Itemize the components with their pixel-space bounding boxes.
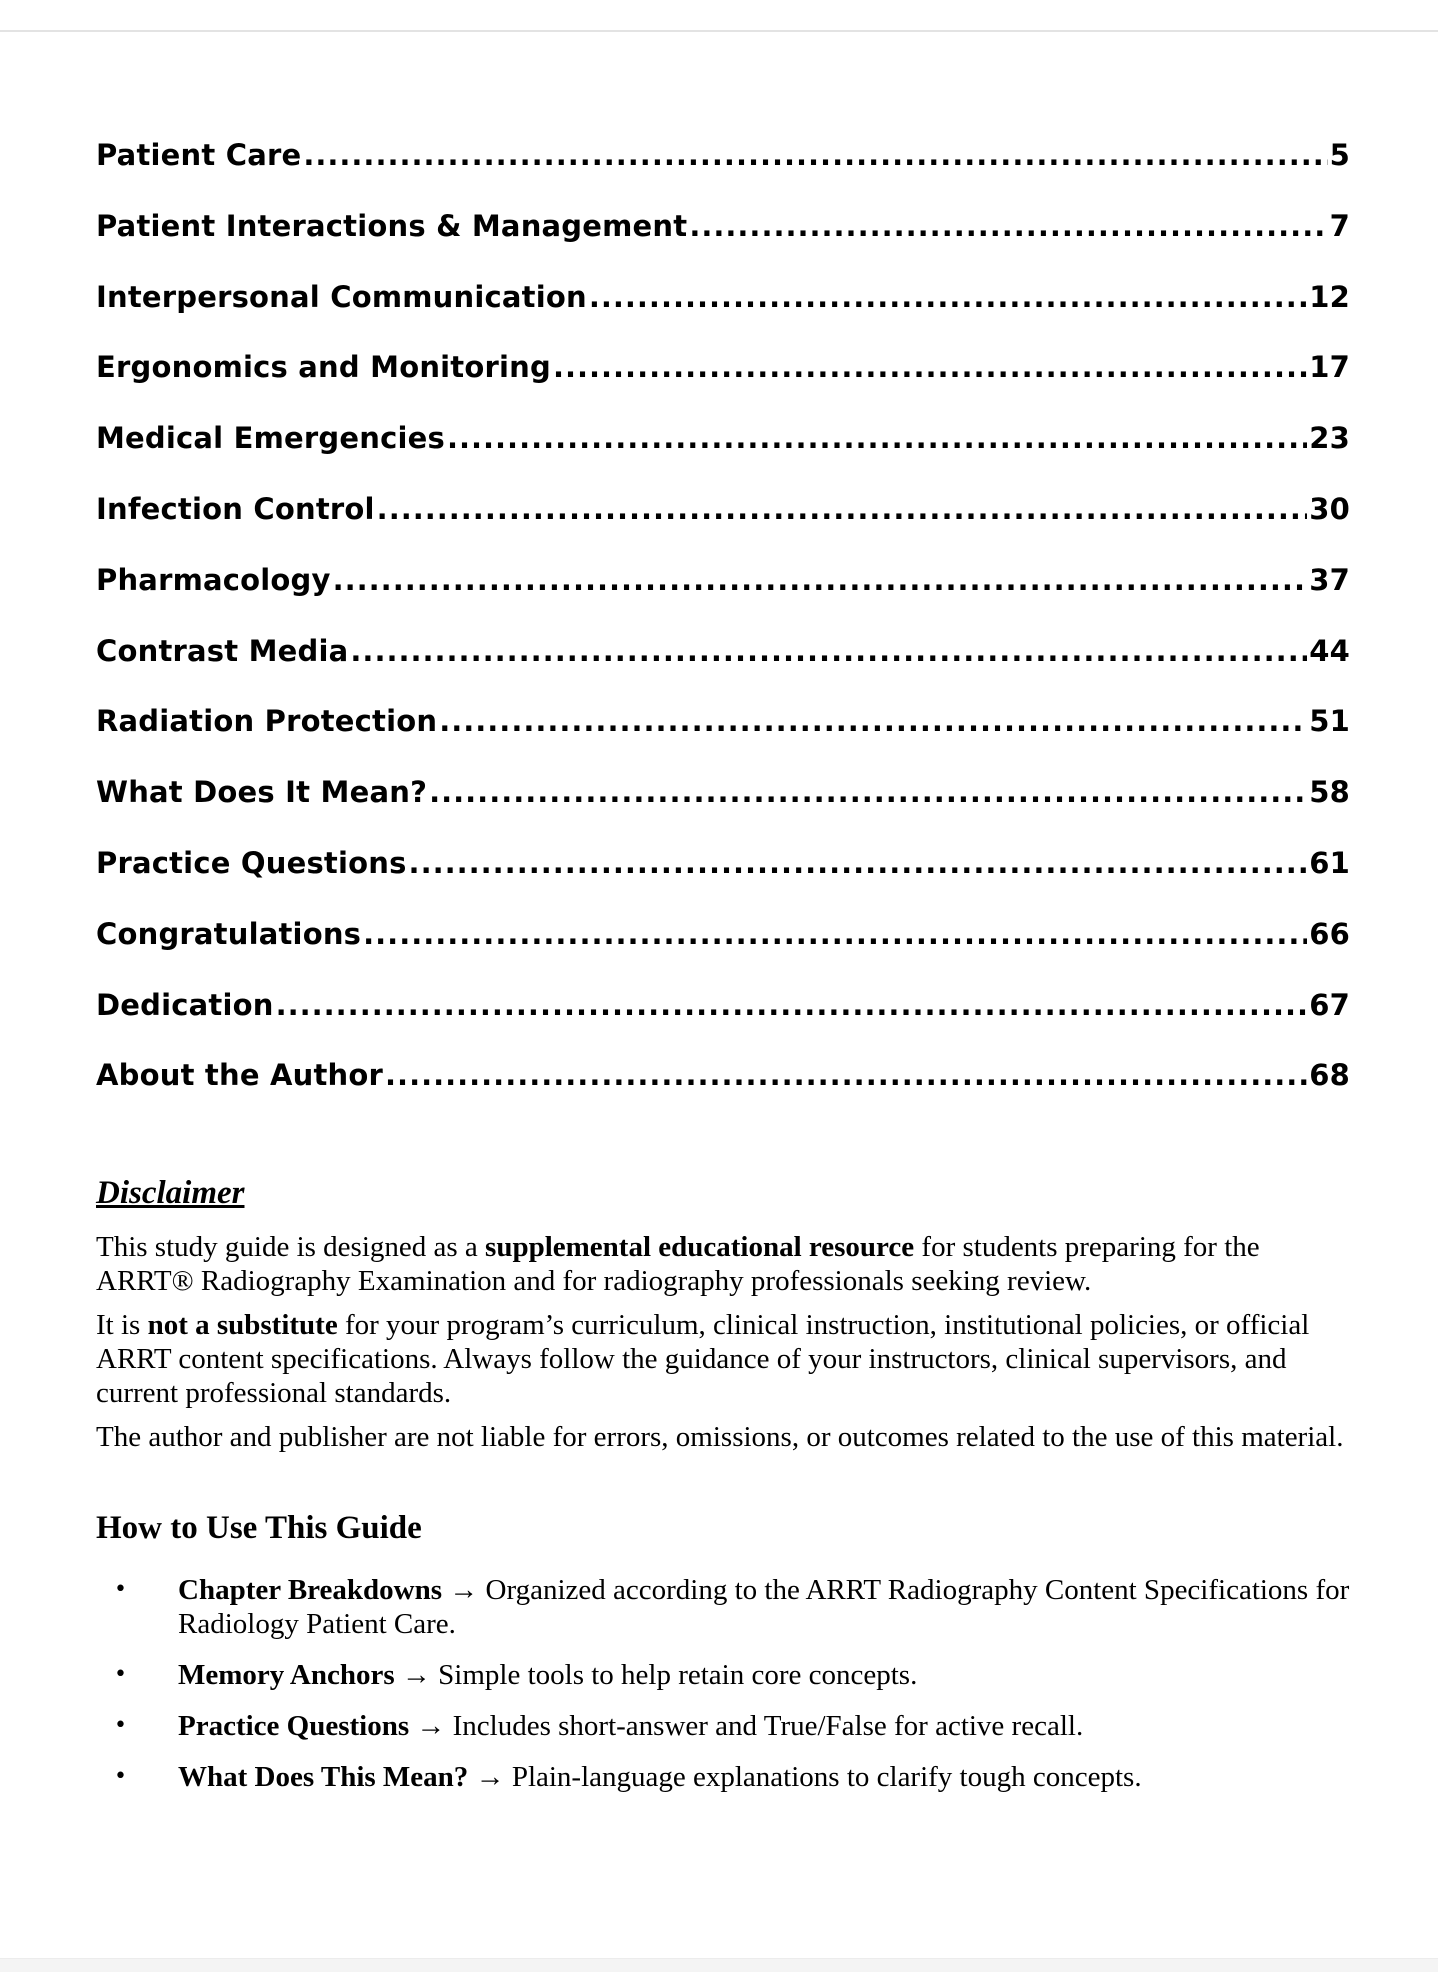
toc-entry-title: Medical Emergencies <box>96 421 445 456</box>
toc-leader-dots <box>589 280 1307 314</box>
how-to-use-list <box>96 1573 1350 1794</box>
toc-entry[interactable] <box>96 563 1350 634</box>
list-item-title: Memory Anchors <box>178 1659 395 1692</box>
toc-leader-dots <box>363 917 1307 951</box>
list-item <box>96 1658 1350 1692</box>
toc-entry-page: 44 <box>1309 633 1350 668</box>
toc-leader-dots <box>429 775 1307 809</box>
document-page <box>96 138 1350 1811</box>
list-item-text: → Simple tools to help retain core concepts. <box>394 1659 918 1692</box>
toc-leader-dots <box>350 634 1307 668</box>
toc-entry-page: 58 <box>1309 775 1350 810</box>
toc-entry-page: 17 <box>1309 350 1350 385</box>
toc-entry-page: 68 <box>1309 1058 1350 1093</box>
list-item-title: Practice Questions <box>178 1710 410 1743</box>
toc-entry[interactable] <box>96 209 1350 280</box>
disclaimer-paragraph: The author and publisher are not liable for errors, omissions, or outcomes related to the use of this material. <box>96 1421 1344 1454</box>
toc-entry-page: 51 <box>1309 704 1350 739</box>
toc-entry-page: 61 <box>1309 845 1350 880</box>
toc-entry-page: 23 <box>1309 421 1350 456</box>
toc-entry[interactable] <box>96 492 1350 563</box>
list-item-text: → Includes short-answer and True/False for active recall. <box>409 1710 1084 1743</box>
toc-entry-page: 12 <box>1309 279 1350 314</box>
emphasis-text: not a substitute <box>147 1309 338 1342</box>
list-item <box>96 1709 1350 1743</box>
toc-entry-page: 67 <box>1309 987 1350 1022</box>
text-run: It is <box>96 1309 148 1342</box>
toc-leader-dots <box>553 350 1307 384</box>
toc-entry-title: Contrast Media <box>96 633 349 668</box>
toc-entry[interactable] <box>96 917 1350 988</box>
toc-entry-title: Pharmacology <box>96 562 331 597</box>
toc-entry[interactable] <box>96 846 1350 917</box>
toc-entry-page: 30 <box>1309 491 1350 526</box>
toc-entry-title: About the Author <box>96 1058 384 1093</box>
toc-leader-dots <box>439 704 1307 738</box>
toc-leader-dots <box>447 421 1307 455</box>
disclaimer-paragraph <box>96 1308 1350 1410</box>
bullet-icon: • <box>114 1662 127 1688</box>
how-to-use-section <box>96 1510 1350 1794</box>
toc-leader-dots <box>689 209 1327 243</box>
toc-entry-page: 66 <box>1309 916 1350 951</box>
toc-entry-page: 37 <box>1309 562 1350 597</box>
toc-entry-title: Patient Care <box>96 138 302 172</box>
disclaimer-heading: Disclaimer <box>96 1175 245 1212</box>
toc-entry[interactable] <box>96 775 1350 846</box>
table-of-contents <box>96 138 1350 1129</box>
toc-leader-dots <box>377 492 1308 526</box>
toc-entry-title: Congratulations <box>96 916 362 951</box>
text-run: for students preparing for the ARRT® Radiography Examination and for radiography professionals seeking review. <box>96 1231 1260 1298</box>
list-item-title: What Does This Mean? <box>178 1761 469 1794</box>
toc-entry-title: Practice Questions <box>96 845 407 880</box>
toc-entry-page: 5 <box>1329 138 1350 172</box>
toc-entry[interactable] <box>96 634 1350 705</box>
toc-leader-dots <box>276 988 1308 1022</box>
toc-entry-title: What Does It Mean? <box>96 775 428 810</box>
list-item-text: → Plain-language explanations to clarify tough concepts. <box>468 1761 1142 1794</box>
bullet-icon: • <box>114 1764 127 1790</box>
toc-entry[interactable] <box>96 138 1350 209</box>
how-to-use-heading: How to Use This Guide <box>96 1510 422 1547</box>
toc-leader-dots <box>385 1058 1307 1092</box>
bullet-icon: • <box>114 1577 127 1603</box>
toc-entry-title: Patient Interactions & Management <box>96 208 688 243</box>
toc-leader-dots <box>333 563 1308 597</box>
toc-entry[interactable] <box>96 280 1350 351</box>
toc-entry[interactable] <box>96 1058 1350 1129</box>
toc-entry[interactable] <box>96 988 1350 1059</box>
toc-entry-page: 7 <box>1329 208 1350 243</box>
disclaimer-section <box>96 1175 1350 1454</box>
text-run: This study guide is designed as a <box>96 1231 486 1264</box>
text-run: for your program’s curriculum, clinical instruction, institutional policies, or official ARRT content specifications. Always follow the guidance of your instructors, clinical supervisors, and current professional standards. <box>96 1309 1310 1410</box>
toc-entry[interactable] <box>96 704 1350 775</box>
bullet-icon: • <box>114 1713 127 1739</box>
page-bottom-edge <box>0 1958 1438 1972</box>
disclaimer-paragraph <box>96 1230 1350 1298</box>
page-top-edge <box>0 0 1438 32</box>
toc-entry-title: Interpersonal Communication <box>96 279 587 314</box>
toc-leader-dots <box>409 846 1308 880</box>
list-item-text: → Organized according to the ARRT Radiography Content Specifications for Radiology Patient Care. <box>178 1574 1350 1641</box>
list-item <box>96 1573 1350 1641</box>
toc-entry-title: Ergonomics and Monitoring <box>96 350 551 385</box>
toc-entry[interactable] <box>96 421 1350 492</box>
emphasis-text: supplemental educational resource <box>485 1231 915 1264</box>
list-item-title: Chapter Breakdowns <box>178 1574 443 1607</box>
toc-entry-title: Infection Control <box>96 491 375 526</box>
toc-entry-title: Radiation Protection <box>96 704 438 739</box>
toc-leader-dots <box>303 138 1327 172</box>
toc-entry[interactable] <box>96 350 1350 421</box>
toc-entry-title: Dedication <box>96 987 274 1022</box>
list-item <box>96 1760 1350 1794</box>
